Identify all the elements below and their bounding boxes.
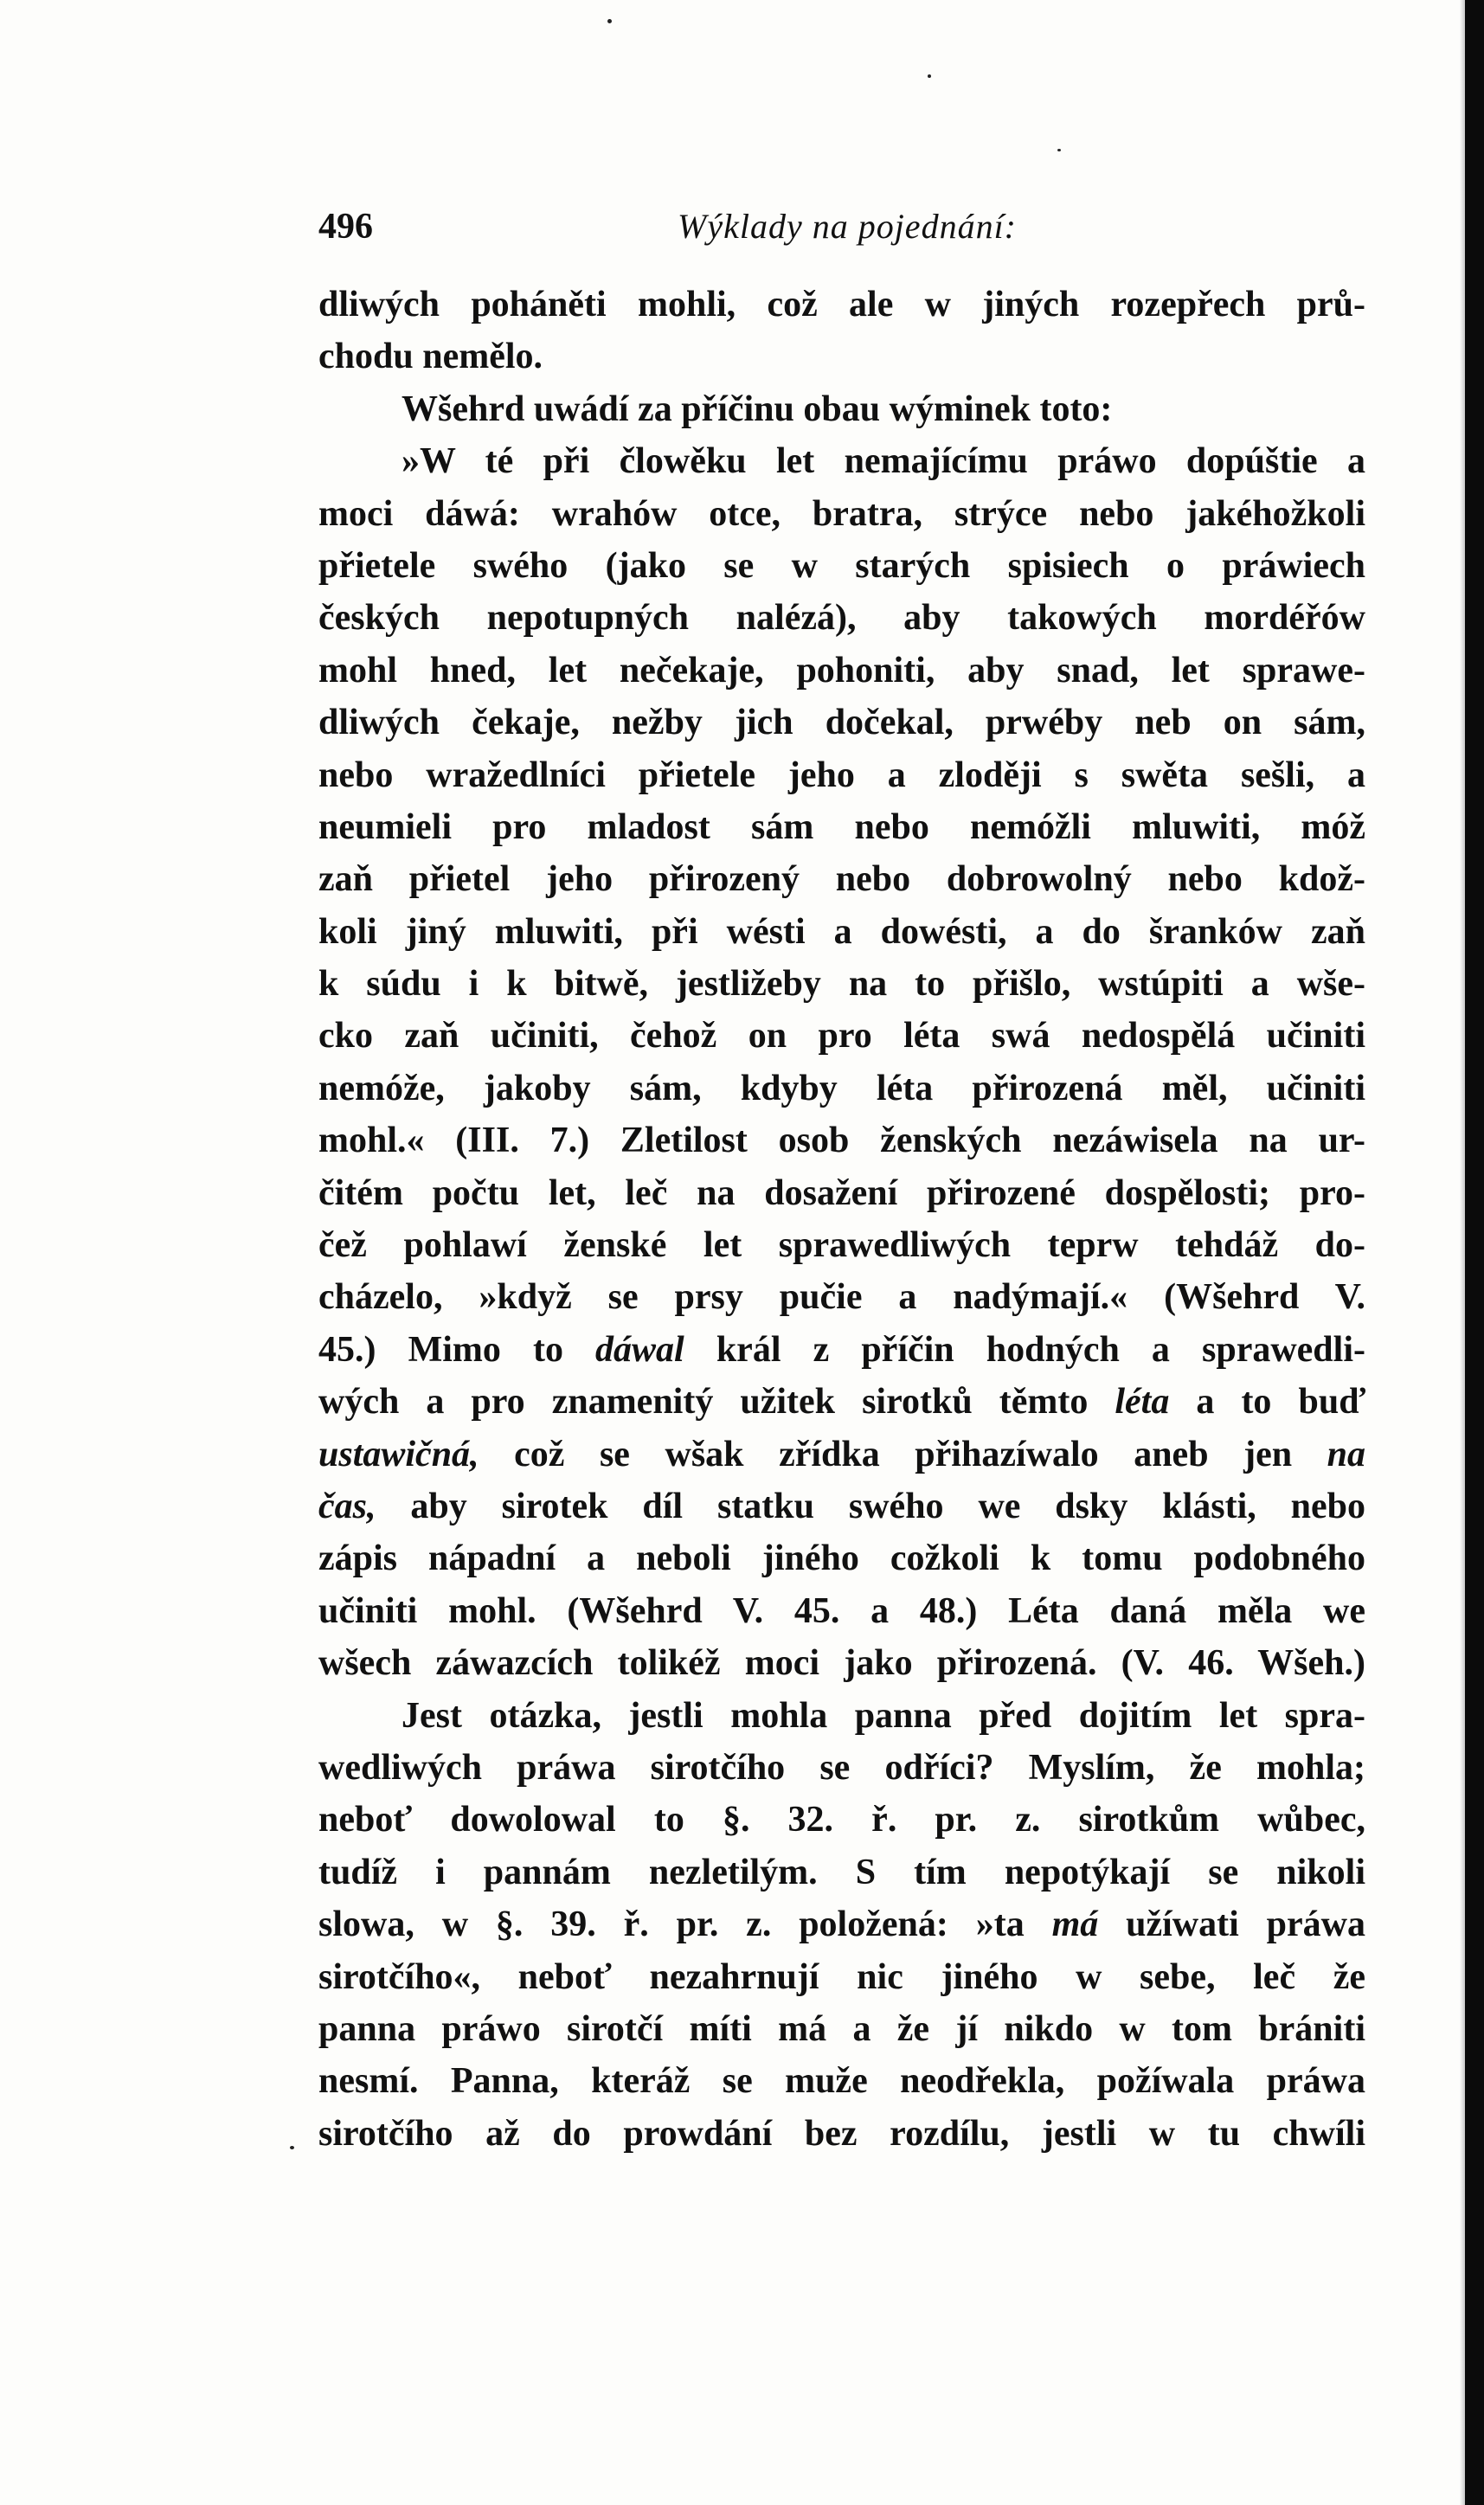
text-run: což se wšak zřídka přihazíwalo aneb jen — [514, 1434, 1293, 1474]
quote-start-line: »W té při člowěku let nemajícímu práwo dopúštie a — [402, 441, 1365, 482]
text-line: dliwých čekaje, nežby jich dočekal, prwéby neb on sám, — [318, 703, 1365, 743]
body-text — [318, 279, 1365, 2160]
paragraph-start-line: Wšehrd uwádí za příčinu obau wýminek toto: — [402, 389, 1113, 429]
text-line: mohl.« (III. 7.) Zletilost osob ženských nezáwisela na ur- — [318, 1121, 1365, 1161]
text-line — [318, 1376, 1365, 1428]
scan-speck — [1057, 149, 1061, 151]
text-run: užíwati práwa — [1126, 1904, 1365, 1945]
text-run: 45.) Mimo to — [318, 1329, 563, 1370]
text-run: král z příčin hodných a sprawedli- — [716, 1329, 1365, 1370]
text-line: českých nepotupných nalézá), aby takowých mordéřów — [318, 598, 1365, 639]
scan-speck — [607, 19, 612, 23]
page-header — [318, 201, 1365, 253]
text-line: čitém počtu let, leč na dosažení přirozené dospělosti; pro- — [318, 1172, 1365, 1213]
italic-term: léta — [1115, 1382, 1170, 1423]
text-line: panna práwo sirotčí míti má a že jí nikdo w tom brániti — [318, 2008, 1365, 2049]
text-line: učiniti mohl. (Wšehrd V. 45. a 48.) Léta daná měla we — [318, 1590, 1365, 1631]
text-line: neumieli pro mladost sám nebo nemóžli mluwiti, móž — [318, 806, 1365, 847]
italic-term: na — [1327, 1434, 1366, 1474]
text-line: wedliwých práwa sirotčího se odříci? Myslím, že mohla; — [318, 1747, 1365, 1788]
text-line: mohl hned, let nečekaje, pohoniti, aby snad, let sprawe- — [318, 650, 1365, 690]
text-line: přietele swého (jako se w starých spisiech o práwiech — [318, 545, 1365, 586]
text-line: wšech záwazcích tolikéž moci jako přirozená. (V. 46. Wšeh.) — [318, 1643, 1365, 1684]
text-line: nesmí. Panna, kteráž se muže neodřekla, požíwala práwa — [318, 2061, 1365, 2102]
italic-term: ustawičná, — [318, 1434, 479, 1474]
text-line: cko zaň učiniti, čehož on pro léta swá nedospělá učiniti — [318, 1016, 1365, 1057]
text-line: chodu nemělo. — [318, 337, 543, 377]
text-line: k súdu i k bitwě, jestližeby na to přišlo, wstúpiti a wše- — [318, 964, 1365, 1005]
text-run: a to buď — [1196, 1382, 1365, 1423]
page-number: 496 — [318, 207, 373, 247]
scan-speck — [290, 2146, 294, 2149]
text-line: tudíž i pannám nezletilým. S tím nepotýkají se nikoli — [318, 1852, 1365, 1892]
text-line — [318, 1324, 1365, 1376]
paragraph-start-line: Jest otázka, jestli mohla panna před dojitím let spra- — [402, 1695, 1365, 1736]
running-title: Wýklady na pojednání: — [678, 207, 1017, 246]
text-line: nebo wražedlníci přietele jeho a zloději s swěta sešli, a — [318, 755, 1365, 795]
italic-term: má — [1051, 1904, 1099, 1945]
text-run: slowa, w §. 39. ř. pr. z. položená: »ta — [318, 1904, 1025, 1945]
text-line: zaň přietel jeho přirozený nebo dobrowolný nebo kdož- — [318, 859, 1365, 900]
text-line: koli jiný mluwiti, při wésti a dowésti, a do šranków zaň — [318, 911, 1365, 952]
text-line: dliwých poháněti mohli, což ale w jiných rozepřech prů- — [318, 285, 1365, 324]
text-run: wých a pro znamenitý užitek sirotků těmto — [318, 1382, 1089, 1423]
text-line — [318, 1429, 1365, 1481]
scan-speck — [928, 74, 931, 78]
text-line: nemóže, jakoby sám, kdyby léta přirozená měl, učiniti — [318, 1068, 1365, 1108]
text-line: čež pohlawí ženské let sprawedliwých teprw tehdáž do- — [318, 1225, 1365, 1266]
italic-term: čas, — [318, 1486, 376, 1526]
text-run: aby sirotek díl statku swého we dsky klásti, nebo — [410, 1486, 1365, 1526]
text-line: cházelo, »když se prsy pučie a nadýmají.« (Wšehrd V. — [318, 1277, 1365, 1318]
italic-term: dáwal — [595, 1329, 684, 1370]
text-line — [318, 1898, 1365, 1950]
text-line: sirotčího«, neboť nezahrnují nic jiného w sebe, leč že — [318, 1956, 1365, 1997]
text-line: zápis nápadní a neboli jiného cožkoli k tomu podobného — [318, 1538, 1365, 1579]
text-line: moci dáwá: wrahów otce, bratra, strýce nebo jakéhožkoli — [318, 493, 1365, 534]
text-line — [318, 1481, 1365, 1532]
text-line: sirotčího až do prowdání bez rozdílu, jestli w tu chwíli — [318, 2113, 1365, 2154]
scan-border — [1465, 0, 1484, 2505]
text-line: neboť dowolowal to §. 32. ř. pr. z. sirotkům wůbec, — [318, 1800, 1365, 1840]
